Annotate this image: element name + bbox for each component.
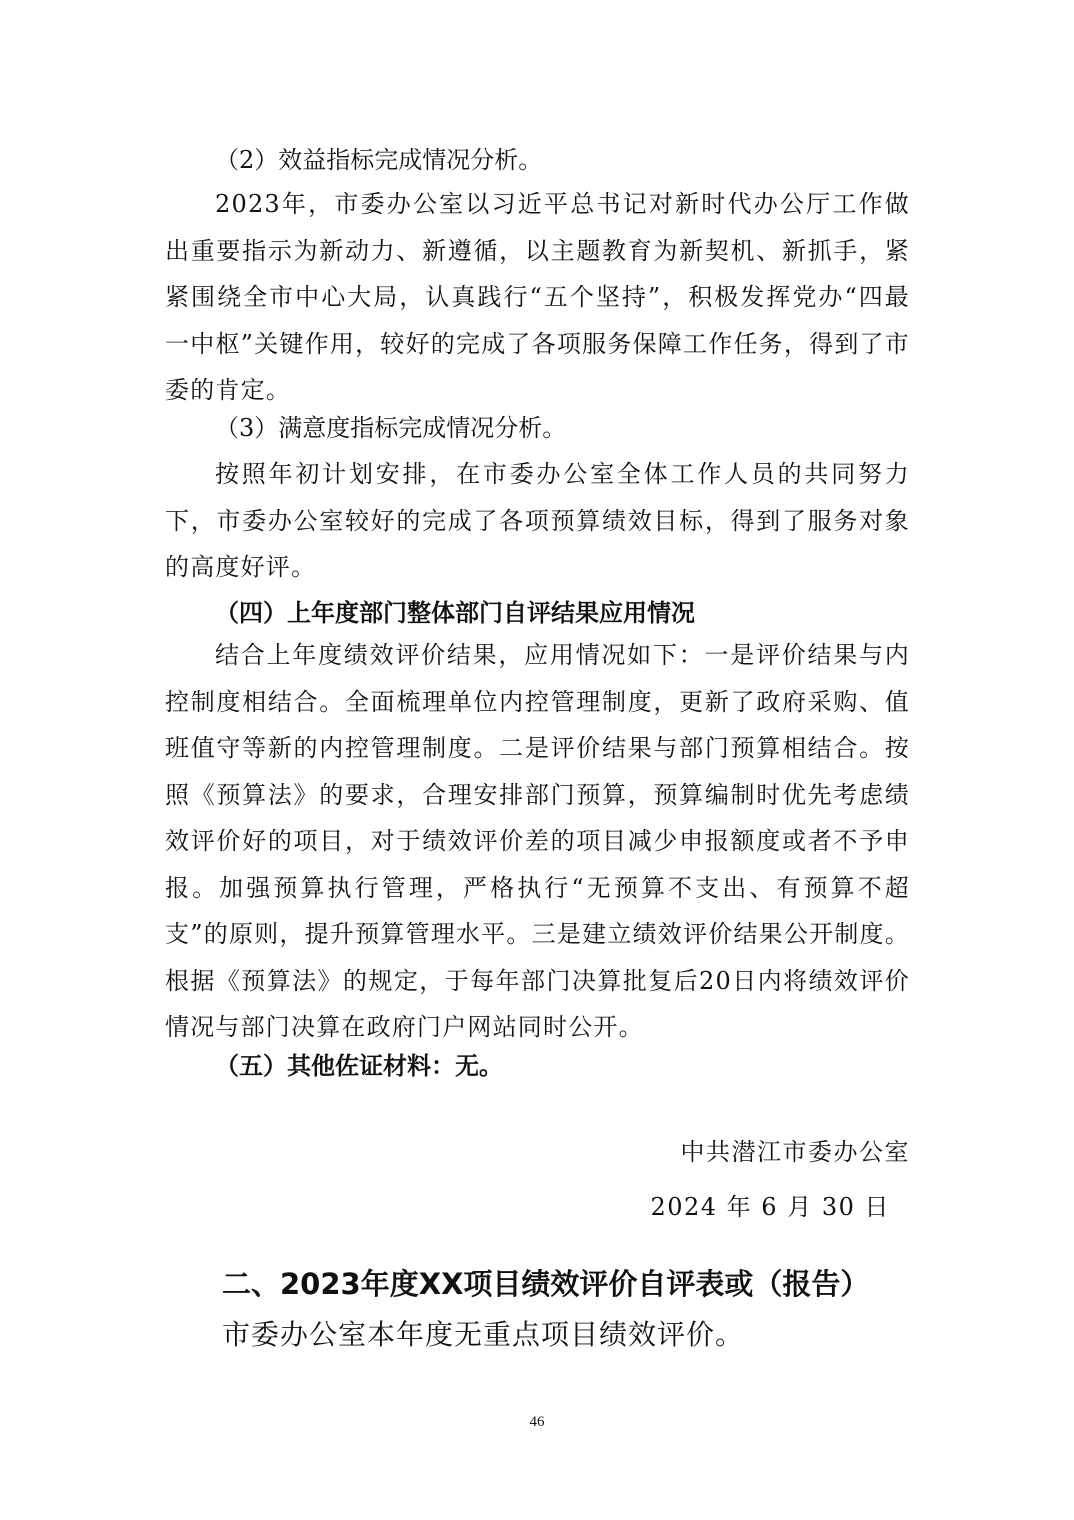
benefit-indicator-paragraph: 2023年，市委办公室以习近平总书记对新时代办公厅工作做出重要指示为新动力、新遵循，以主题教育为新契机、新抓手，紧紧围绕全市中心大局，认真践行“五个坚持”，积极发挥党办“四最一中枢”关键作用，较好的完成了各项服务保障工作任务，得到了市委的肯定。 <box>165 190 910 404</box>
page-number: 46 <box>529 1414 545 1430</box>
section-two-body: 市委办公室本年度无重点项目绩效评价。 <box>222 1318 745 1351</box>
self-evaluation-application-heading: （四）上年度部门整体部门自评结果应用情况 <box>215 598 695 627</box>
signature-organization: 中共潜江市委办公室 <box>680 1138 910 1166</box>
section-two-title: 二、2023年度XX项目绩效评价自评表或（报告） <box>222 1267 870 1301</box>
signature-date: 2024 年 6 月 30 日 <box>650 1193 890 1221</box>
other-materials-heading: （五）其他佐证材料：无。 <box>215 1051 503 1080</box>
satisfaction-indicator-heading: （3）满意度指标完成情况分析。 <box>215 414 567 442</box>
benefit-indicator-heading: （2）效益指标完成情况分析。 <box>215 146 543 174</box>
self-evaluation-application-paragraph: 结合上年度绩效评价结果，应用情况如下：一是评价结果与内控制度相结合。全面梳理单位内控管理制度，更新了政府采购、值班值守等新的内控管理制度。二是评价结果与部门预算相结合。按照《预算法》的要求，合理安排部门预算，预算编制时优先考虑绩效评价好的项目，对于绩效评价差的项目减少申报额度或者不予申报。加强预算执行管理，严格执行“无预算不支出、有预算不超支”的原则，提升预算管理水平。三是建立绩效评价结果公开制度。根据《预算法》的规定，于每年部门决算批复后20日内将绩效评价情况与部门决算在政府门户网站同时公开。 <box>165 641 910 1041</box>
satisfaction-indicator-paragraph: 按照年初计划安排，在市委办公室全体工作人员的共同努力下，市委办公室较好的完成了各项预算绩效目标，得到了服务对象的高度好评。 <box>165 460 910 581</box>
